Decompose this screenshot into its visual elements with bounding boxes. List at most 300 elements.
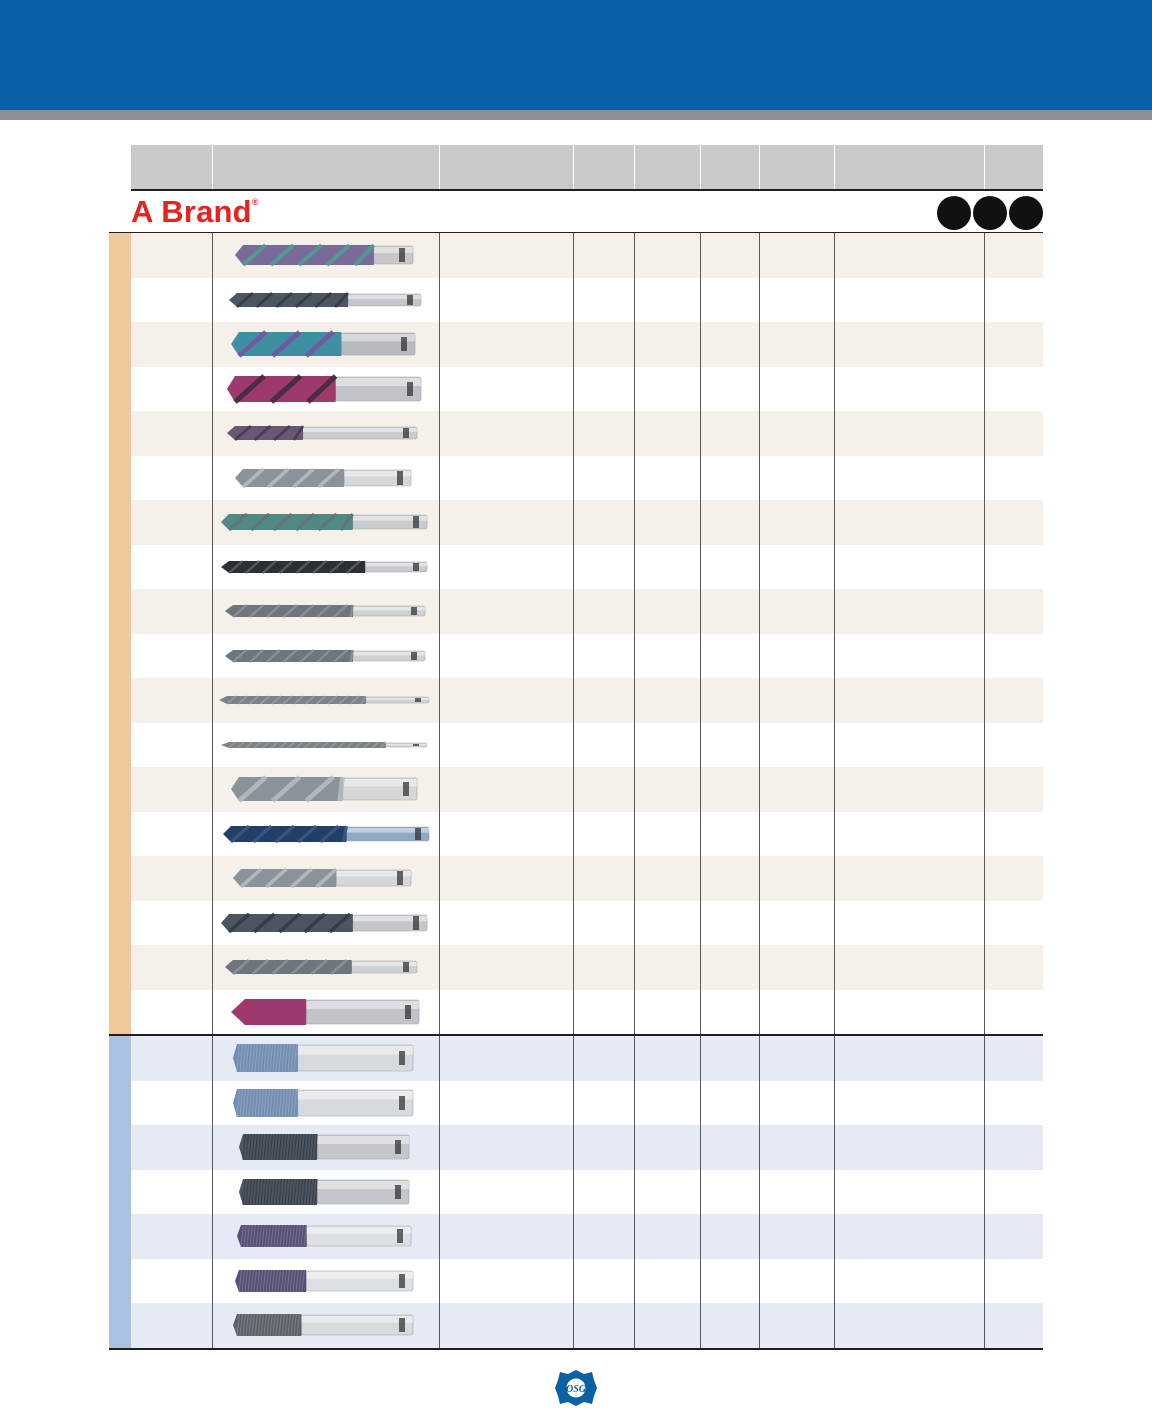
drill-icon: [213, 500, 440, 544]
table-cell: [985, 589, 1043, 634]
table-row: [131, 901, 1043, 946]
table-cell: [701, 278, 760, 323]
table-cell: [835, 456, 985, 501]
table-cell: [440, 678, 574, 723]
table-cell: [985, 856, 1043, 901]
table-cell: [835, 367, 985, 412]
table-row: [131, 456, 1043, 501]
table-header: [131, 145, 1043, 191]
table-cell: [440, 723, 574, 768]
header-cell: [760, 145, 835, 189]
tool-image-cell: [213, 1303, 440, 1348]
table-cell: [440, 456, 574, 501]
table-cell: [440, 990, 574, 1035]
table-cell: [635, 1081, 701, 1126]
table-cell: [701, 411, 760, 456]
drill-icon: [213, 233, 440, 277]
table-cell: [131, 812, 213, 857]
table-cell: [635, 634, 701, 679]
table-cell: [760, 545, 835, 590]
tap-icon: [213, 1170, 440, 1214]
table-cell: [574, 367, 635, 412]
drill-icon: [213, 634, 440, 678]
table-row: [131, 1036, 1043, 1081]
table-cell: [835, 411, 985, 456]
table-cell: [701, 589, 760, 634]
table-cell: [440, 367, 574, 412]
table-cell: [760, 1125, 835, 1170]
table-cell: [635, 545, 701, 590]
table-cell: [635, 1303, 701, 1348]
table-row: [131, 1170, 1043, 1215]
tool-image-cell: [213, 812, 440, 857]
table-cell: [701, 990, 760, 1035]
table-cell: [835, 1214, 985, 1259]
table-cell: [985, 1081, 1043, 1126]
table-cell: [131, 500, 213, 545]
tool-image-cell: [213, 322, 440, 367]
tap-icon: [213, 1214, 440, 1258]
table-cell: [635, 278, 701, 323]
table-cell: [985, 545, 1043, 590]
table-row: [131, 767, 1043, 812]
drill-icon: [213, 589, 440, 633]
table-cell: [701, 1259, 760, 1304]
table-cell: [635, 723, 701, 768]
table-row: [131, 278, 1043, 323]
table-cell: [985, 945, 1043, 990]
tool-image-cell: [213, 1259, 440, 1304]
rating-dot: [1009, 196, 1043, 230]
table-cell: [760, 723, 835, 768]
table-cell: [574, 678, 635, 723]
header-cell: [701, 145, 760, 189]
table-cell: [985, 723, 1043, 768]
top-banner: [0, 0, 1152, 110]
table-cell: [574, 1170, 635, 1215]
table-cell: [440, 901, 574, 946]
table-cell: [574, 233, 635, 278]
table-cell: [131, 1259, 213, 1304]
header-cell: [440, 145, 574, 189]
table-cell: [635, 589, 701, 634]
table-cell: [574, 856, 635, 901]
table-cell: [835, 233, 985, 278]
table-cell: [760, 278, 835, 323]
table-cell: [701, 634, 760, 679]
table-cell: [131, 322, 213, 367]
table-cell: [635, 945, 701, 990]
table-cell: [701, 856, 760, 901]
table-cell: [131, 856, 213, 901]
table-cell: [760, 678, 835, 723]
table-cell: [835, 723, 985, 768]
table-cell: [760, 945, 835, 990]
tool-image-cell: [213, 723, 440, 768]
table-cell: [835, 589, 985, 634]
table-cell: [701, 1081, 760, 1126]
table-cell: [440, 812, 574, 857]
table-cell: [131, 1214, 213, 1259]
table-cell: [985, 901, 1043, 946]
drill-icon: [213, 945, 440, 989]
table-cell: [760, 856, 835, 901]
tool-image-cell: [213, 1214, 440, 1259]
table-cell: [760, 367, 835, 412]
table-cell: [131, 723, 213, 768]
tool-image-cell: [213, 589, 440, 634]
table-cell: [440, 856, 574, 901]
drill-icon: [213, 456, 440, 500]
table-cell: [985, 1125, 1043, 1170]
table-cell: [835, 945, 985, 990]
table-cell: [635, 990, 701, 1035]
table-cell: [440, 545, 574, 590]
table-cell: [574, 990, 635, 1035]
table-row: [131, 322, 1043, 367]
table-cell: [760, 1170, 835, 1215]
table-cell: [760, 456, 835, 501]
table-row: [131, 812, 1043, 857]
table-cell: [574, 456, 635, 501]
table-cell: [440, 589, 574, 634]
header-cell: [574, 145, 635, 189]
tool-image-cell: [213, 856, 440, 901]
table-cell: [835, 1125, 985, 1170]
table-cell: [835, 901, 985, 946]
table-cell: [574, 767, 635, 812]
table-cell: [440, 1259, 574, 1304]
tap-rows: [131, 1036, 1043, 1348]
table-cell: [835, 1036, 985, 1081]
table-cell: [635, 1036, 701, 1081]
table-cell: [985, 233, 1043, 278]
table-row: [131, 233, 1043, 278]
table-row: [131, 945, 1043, 990]
table-cell: [440, 1081, 574, 1126]
table-cell: [760, 990, 835, 1035]
table-cell: [131, 1125, 213, 1170]
table-cell: [635, 1214, 701, 1259]
header-cell: [635, 145, 701, 189]
table-cell: [131, 233, 213, 278]
tool-image-cell: [213, 367, 440, 412]
tool-image-cell: [213, 411, 440, 456]
svg-text:OSG: OSG: [565, 1384, 587, 1395]
table-cell: [760, 1259, 835, 1304]
table-cell: [835, 500, 985, 545]
header-cell: [131, 145, 213, 189]
table-cell: [574, 1081, 635, 1126]
table-cell: [635, 767, 701, 812]
registered-mark: ®: [251, 197, 259, 207]
tap-icon: [213, 1303, 440, 1347]
table-cell: [635, 322, 701, 367]
rating-dot: [937, 196, 971, 230]
drill-icon: [213, 901, 440, 945]
table-cell: [574, 634, 635, 679]
table-cell: [701, 500, 760, 545]
table-cell: [760, 1303, 835, 1348]
drill-icon: [213, 545, 440, 589]
table-cell: [635, 233, 701, 278]
table-cell: [635, 901, 701, 946]
drill-icon: [213, 812, 440, 856]
tool-image-cell: [213, 233, 440, 278]
table-cell: [131, 945, 213, 990]
drill-icon: [213, 411, 440, 455]
table-cell: [440, 1303, 574, 1348]
table-cell: [835, 1170, 985, 1215]
table-cell: [131, 1170, 213, 1215]
table-cell: [131, 545, 213, 590]
table-cell: [131, 411, 213, 456]
table-cell: [701, 456, 760, 501]
table-cell: [440, 411, 574, 456]
osg-logo-icon: [554, 1369, 598, 1407]
table-cell: [985, 990, 1043, 1035]
table-cell: [985, 1214, 1043, 1259]
table-cell: [760, 812, 835, 857]
table-cell: [701, 1303, 760, 1348]
table-cell: [760, 1214, 835, 1259]
tool-image-cell: [213, 500, 440, 545]
table-cell: [985, 634, 1043, 679]
table-cell: [574, 945, 635, 990]
table-cell: [440, 634, 574, 679]
table-cell: [131, 678, 213, 723]
table-cell: [985, 456, 1043, 501]
table-cell: [701, 678, 760, 723]
table-cell: [440, 322, 574, 367]
header-cell: [213, 145, 440, 189]
rating-dot: [973, 196, 1007, 230]
table-cell: [985, 1303, 1043, 1348]
table-cell: [440, 945, 574, 990]
table-cell: [440, 1036, 574, 1081]
table-cell: [760, 233, 835, 278]
table-cell: [635, 1125, 701, 1170]
table-cell: [131, 367, 213, 412]
table-cell: [440, 278, 574, 323]
table-row: [131, 1259, 1043, 1304]
table-cell: [440, 1170, 574, 1215]
header-cell: [985, 145, 1043, 189]
drill-icon: [213, 856, 440, 900]
tool-image-cell: [213, 1170, 440, 1215]
table-cell: [574, 1214, 635, 1259]
table-cell: [131, 1036, 213, 1081]
table-row: [131, 1214, 1043, 1259]
table-cell: [760, 901, 835, 946]
table-cell: [574, 1125, 635, 1170]
table-cell: [985, 1259, 1043, 1304]
table-cell: [760, 411, 835, 456]
table-cell: [635, 1170, 701, 1215]
tap-icon: [213, 1036, 440, 1080]
tap-icon: [213, 1081, 440, 1125]
table-cell: [835, 856, 985, 901]
table-cell: [701, 1170, 760, 1215]
header-cell: [835, 145, 985, 189]
drill-icon: [213, 678, 440, 722]
table-cell: [835, 545, 985, 590]
table-cell: [635, 367, 701, 412]
tool-image-cell: [213, 456, 440, 501]
table-cell: [131, 278, 213, 323]
table-cell: [985, 812, 1043, 857]
table-cell: [835, 278, 985, 323]
table-cell: [701, 901, 760, 946]
table-row: [131, 1125, 1043, 1170]
table-cell: [985, 678, 1043, 723]
table-row: [131, 367, 1043, 412]
table-cell: [440, 1214, 574, 1259]
drill-icon: [213, 723, 440, 767]
tap-icon: [213, 1125, 440, 1169]
table-cell: [701, 233, 760, 278]
table-row: [131, 678, 1043, 723]
table-cell: [574, 1036, 635, 1081]
table-cell: [574, 812, 635, 857]
table-row: [131, 856, 1043, 901]
table-cell: [760, 1081, 835, 1126]
table-cell: [701, 1036, 760, 1081]
tool-image-cell: [213, 901, 440, 946]
table-cell: [131, 901, 213, 946]
table-row: [131, 723, 1043, 768]
table-cell: [701, 723, 760, 768]
table-cell: [635, 678, 701, 723]
table-cell: [574, 545, 635, 590]
table-row: [131, 1081, 1043, 1126]
drill-icon: [213, 278, 440, 322]
rating-dots: [937, 196, 1043, 230]
table-cell: [635, 856, 701, 901]
table-cell: [574, 901, 635, 946]
table-cell: [760, 322, 835, 367]
table-cell: [701, 545, 760, 590]
table-row: [131, 990, 1043, 1035]
table-cell: [635, 500, 701, 545]
table-cell: [835, 678, 985, 723]
table-cell: [985, 500, 1043, 545]
table-cell: [701, 812, 760, 857]
table-cell: [131, 990, 213, 1035]
tool-image-cell: [213, 634, 440, 679]
table-cell: [574, 500, 635, 545]
table-cell: [574, 411, 635, 456]
table-cell: [574, 278, 635, 323]
drill-rows: [131, 233, 1043, 1034]
table-cell: [835, 1259, 985, 1304]
tool-image-cell: [213, 1036, 440, 1081]
table-bottom-rule: [109, 1348, 1043, 1350]
table-cell: [131, 634, 213, 679]
table-cell: [985, 322, 1043, 367]
table-cell: [760, 634, 835, 679]
drill-icon: [213, 367, 440, 411]
table-cell: [701, 1214, 760, 1259]
table-cell: [635, 411, 701, 456]
table-cell: [985, 1036, 1043, 1081]
tool-image-cell: [213, 678, 440, 723]
table-cell: [760, 500, 835, 545]
table-cell: [701, 367, 760, 412]
table-cell: [701, 767, 760, 812]
table-cell: [635, 812, 701, 857]
table-cell: [440, 500, 574, 545]
table-cell: [440, 233, 574, 278]
table-row: [131, 589, 1043, 634]
tap-icon: [213, 1259, 440, 1303]
table-cell: [701, 945, 760, 990]
table-cell: [760, 767, 835, 812]
tool-image-cell: [213, 278, 440, 323]
brand-name: A Brand: [131, 194, 252, 229]
table-cell: [574, 723, 635, 768]
table-cell: [835, 322, 985, 367]
table-cell: [835, 990, 985, 1035]
banner-rule: [0, 110, 1152, 120]
table-cell: [835, 1303, 985, 1348]
tool-image-cell: [213, 1125, 440, 1170]
table-cell: [701, 1125, 760, 1170]
table-cell: [131, 1081, 213, 1126]
table-cell: [985, 767, 1043, 812]
table-cell: [985, 411, 1043, 456]
table-row: [131, 1303, 1043, 1348]
table-cell: [574, 322, 635, 367]
tool-image-cell: [213, 990, 440, 1035]
table-cell: [985, 367, 1043, 412]
drill-icon: [213, 322, 440, 366]
tool-image-cell: [213, 1081, 440, 1126]
table-cell: [635, 456, 701, 501]
tool-image-cell: [213, 767, 440, 812]
table-cell: [635, 1259, 701, 1304]
table-cell: [131, 589, 213, 634]
table-cell: [574, 589, 635, 634]
table-cell: [985, 278, 1043, 323]
table-row: [131, 545, 1043, 590]
table-row: [131, 500, 1043, 545]
tool-image-cell: [213, 545, 440, 590]
tool-image-cell: [213, 945, 440, 990]
table-cell: [760, 1036, 835, 1081]
table-cell: [131, 1303, 213, 1348]
table-cell: [835, 767, 985, 812]
table-cell: [574, 1259, 635, 1304]
drill-icon: [213, 767, 440, 811]
table-cell: [985, 1170, 1043, 1215]
table-cell: [835, 812, 985, 857]
table-cell: [440, 1125, 574, 1170]
table-row: [131, 411, 1043, 456]
table-cell: [131, 767, 213, 812]
brand-title: [131, 194, 259, 230]
table-cell: [701, 322, 760, 367]
table-cell: [760, 589, 835, 634]
table-row: [131, 634, 1043, 679]
section-tab-taps: [109, 1036, 131, 1348]
table-cell: [835, 1081, 985, 1126]
table-cell: [131, 456, 213, 501]
table-cell: [574, 1303, 635, 1348]
table-cell: [835, 634, 985, 679]
table-cell: [440, 767, 574, 812]
section-tab-drills: [109, 233, 131, 1034]
